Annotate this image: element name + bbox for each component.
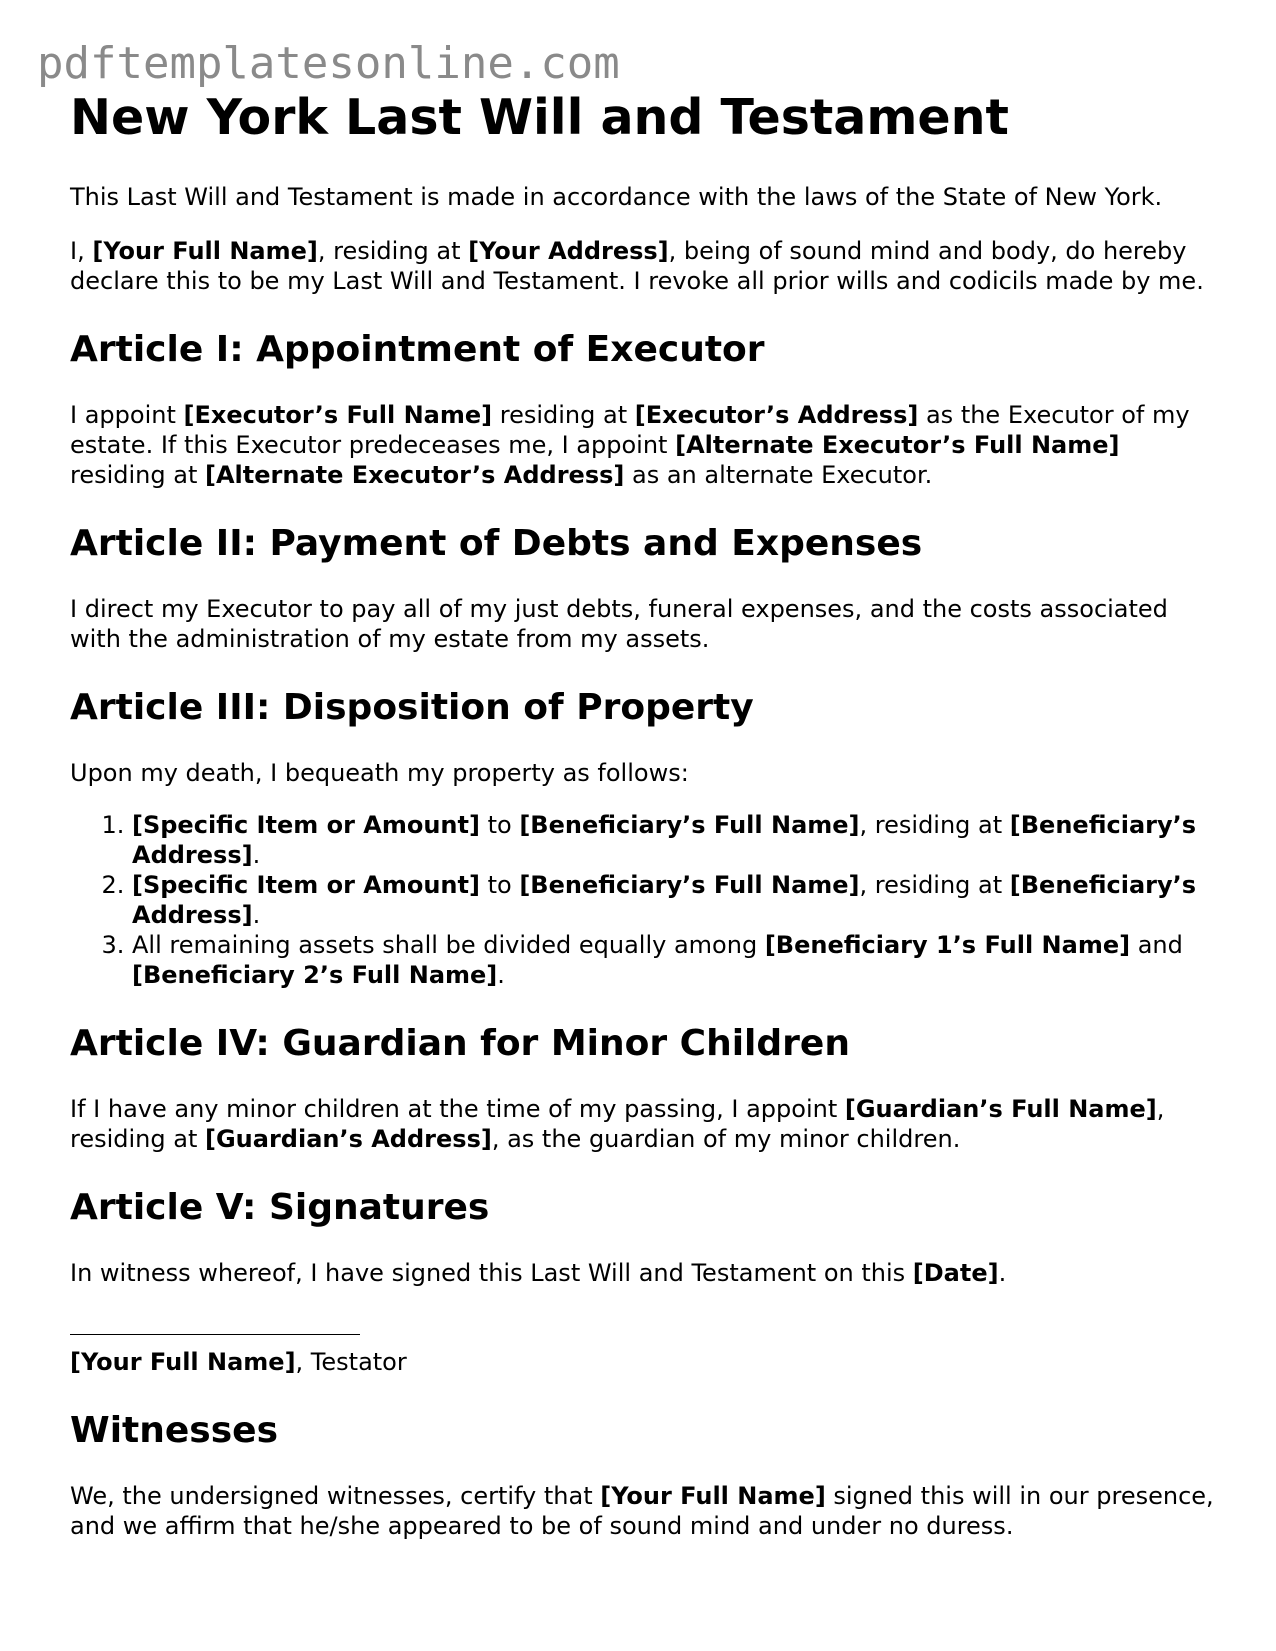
signer-name-field: [Your Full Name] bbox=[70, 1348, 296, 1376]
text-fragment: , residing at bbox=[859, 871, 1010, 899]
article-4-paragraph bbox=[70, 1094, 1220, 1154]
text-fragment: . bbox=[497, 961, 505, 989]
executor-address-field: [Executor’s Address] bbox=[634, 401, 919, 429]
list-item bbox=[132, 810, 1220, 870]
text-fragment: . bbox=[252, 901, 261, 929]
article-3-intro: Upon my death, I bequeath my property as follows: bbox=[70, 759, 689, 787]
list-item bbox=[132, 870, 1220, 930]
text-fragment: and bbox=[1130, 931, 1183, 959]
article-3-heading: Article III: Disposition of Property bbox=[70, 687, 754, 728]
beneficiary-2-name-field: [Beneficiary 2’s Full Name] bbox=[132, 961, 498, 989]
beneficiary-address-field: [Beneficiary’s Address] bbox=[132, 871, 1197, 929]
signature-caption bbox=[70, 1347, 1220, 1377]
witnesses-heading: Witnesses bbox=[70, 1410, 279, 1451]
text-fragment: residing at bbox=[70, 461, 205, 489]
signature-line bbox=[70, 1334, 360, 1335]
article-5-paragraph bbox=[70, 1258, 1220, 1288]
text-fragment: If I have any minor children at the time of my passing, I appoint bbox=[70, 1095, 845, 1123]
testator-name-field: [Your Full Name] bbox=[92, 237, 318, 265]
guardian-name-field: [Guardian’s Full Name] bbox=[844, 1095, 1157, 1123]
text-fragment: , residing at bbox=[859, 811, 1010, 839]
text-fragment: , residing at bbox=[317, 237, 469, 265]
beneficiary-name-field: [Beneficiary’s Full Name] bbox=[519, 871, 860, 899]
text-fragment: signed this will in our presence, and we affirm that he/she appeared to be of sound mind and under no duress. bbox=[70, 1482, 1214, 1540]
guardian-address-field: [Guardian’s Address] bbox=[205, 1125, 492, 1153]
text-fragment: as an alternate Executor. bbox=[624, 461, 933, 489]
text-fragment: . bbox=[252, 841, 261, 869]
document-title: New York Last Will and Testament bbox=[70, 89, 1009, 146]
article-2-paragraph: I direct my Executor to pay all of my just debts, funeral expenses, and the costs associated with the administration of my estate from my assets. bbox=[70, 595, 1168, 653]
text-fragment: . bbox=[998, 1259, 1007, 1287]
signer-role: , Testator bbox=[295, 1348, 407, 1376]
beneficiary-address-field: [Beneficiary’s Address] bbox=[132, 811, 1197, 869]
intro-paragraph: This Last Will and Testament is made in accordance with the laws of the State of New York. bbox=[70, 183, 1163, 211]
alternate-executor-name-field: [Alternate Executor’s Full Name] bbox=[675, 431, 1120, 459]
text-fragment: , being of sound mind and body, do hereby declare this to be my Last Will and Testament. I revoke all prior wills and codicils made by me. bbox=[70, 237, 1204, 295]
specific-item-field: [Specific Item or Amount] bbox=[132, 811, 480, 839]
will-document bbox=[70, 88, 1220, 1541]
specific-item-field: [Specific Item or Amount] bbox=[132, 871, 480, 899]
testator-address-field: [Your Address] bbox=[468, 237, 669, 265]
text-fragment: In witness whereof, I have signed this Last Will and Testament on this bbox=[70, 1259, 913, 1287]
text-fragment: , residing at bbox=[70, 1095, 1165, 1153]
article-4-heading: Article IV: Guardian for Minor Children bbox=[70, 1023, 850, 1064]
article-5-heading: Article V: Signatures bbox=[70, 1187, 490, 1228]
declaration-paragraph bbox=[70, 236, 1220, 296]
text-fragment: All remaining assets shall be divided equally among bbox=[132, 931, 765, 959]
bequest-list bbox=[70, 810, 1220, 990]
text-fragment: , as the guardian of my minor children. bbox=[491, 1125, 961, 1153]
text-fragment: to bbox=[479, 811, 520, 839]
watermark-text: pdftemplatesonline.com bbox=[37, 38, 620, 89]
executor-name-field: [Executor’s Full Name] bbox=[183, 401, 493, 429]
witnesses-paragraph bbox=[70, 1481, 1220, 1541]
text-fragment: as the Executor of my estate. If this Executor predeceases me, I appoint bbox=[70, 401, 1190, 459]
article-2-heading: Article II: Payment of Debts and Expenses bbox=[70, 523, 923, 564]
text-fragment: I, bbox=[70, 237, 93, 265]
list-item bbox=[132, 930, 1220, 990]
article-1-paragraph bbox=[70, 400, 1220, 490]
beneficiary-1-name-field: [Beneficiary 1’s Full Name] bbox=[764, 931, 1131, 959]
alternate-executor-address-field: [Alternate Executor’s Address] bbox=[205, 461, 625, 489]
text-fragment: I appoint bbox=[70, 401, 184, 429]
article-1-heading: Article I: Appointment of Executor bbox=[70, 329, 765, 370]
text-fragment: We, the undersigned witnesses, certify that bbox=[70, 1482, 601, 1510]
text-fragment: to bbox=[479, 871, 520, 899]
text-fragment: residing at bbox=[492, 401, 635, 429]
witnessed-name-field: [Your Full Name] bbox=[600, 1482, 826, 1510]
date-field: [Date] bbox=[912, 1259, 999, 1287]
beneficiary-name-field: [Beneficiary’s Full Name] bbox=[519, 811, 860, 839]
